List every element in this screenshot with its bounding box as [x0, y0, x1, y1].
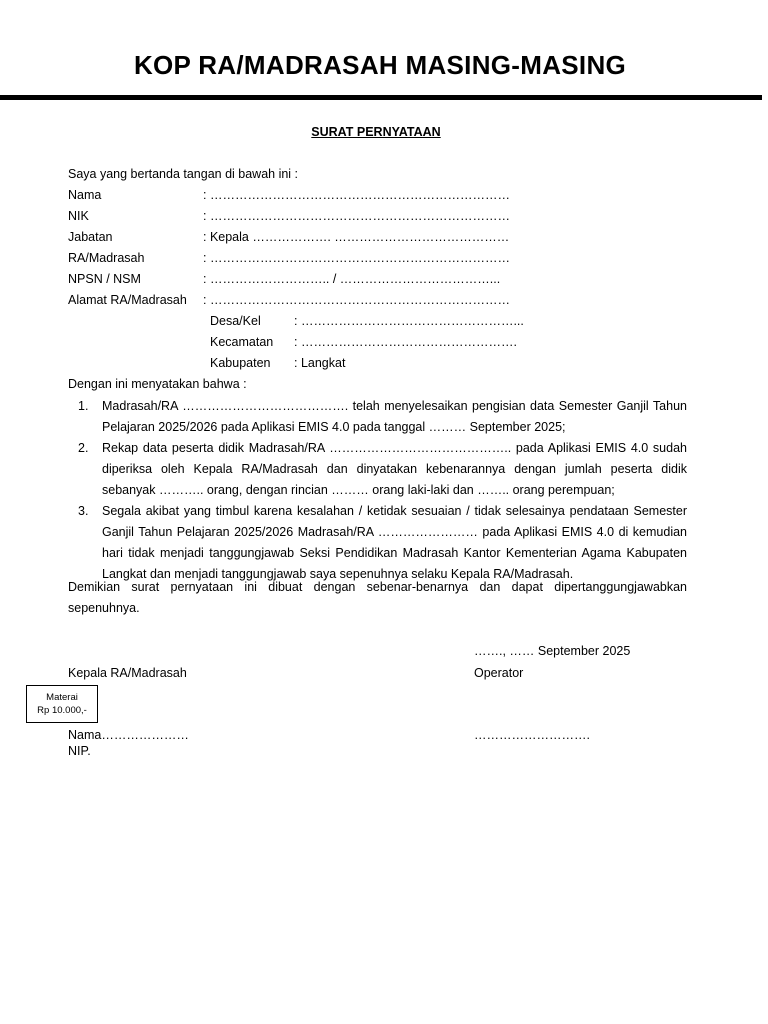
field-label: Jabatan [68, 230, 113, 244]
letterhead-rule [0, 95, 762, 100]
place-date: ……., …… September 2025 [474, 644, 631, 658]
letterhead-title: KOP RA/MADRASAH MASING-MASING [133, 50, 627, 80]
intro-text: Saya yang bertanda tangan di bawah ini : [68, 167, 299, 181]
address-label: Kabupaten [210, 356, 271, 370]
field-label: Nama [68, 188, 102, 202]
statement-item [68, 438, 687, 501]
document-title: SURAT PERNYATAAN [311, 125, 441, 139]
field-row-alamat [68, 293, 708, 313]
statement-intro: Dengan ini menyatakan bahwa : [68, 377, 247, 391]
field-label: RA/Madrasah [68, 251, 145, 265]
statement-item [68, 501, 687, 585]
address-value: : ……………………………………………. [294, 335, 517, 349]
field-row-nama [68, 188, 708, 208]
signatory-right-role: Operator [474, 666, 524, 680]
field-label: NIK [68, 209, 89, 223]
statement-text: Rekap data peserta didik Madrasah/RA …………………………………….. pada Aplikasi EMIS 4.0 sudah diperiksa oleh Kepala RA/Madrasah dan dinyatakan kebenarannya dengan jumlah peserta didik sebanyak ……….. orang, dengan rincian ……… orang laki-laki dan …….. orang perempuan; [102, 441, 687, 497]
materai-amount: Rp 10.000,- [37, 705, 87, 716]
statement-list [68, 396, 687, 585]
field-value: : ……………………………………………………………… [203, 293, 510, 307]
field-row-jabatan [68, 230, 708, 250]
statement-text: Madrasah/RA …………………………………. telah menyelesaikan pengisian data Semester Ganjil Tahun Pelajaran 2025/2026 pada Aplikasi EMIS 4.0 pada tanggal ……… September 2025; [102, 399, 687, 434]
materai-stamp-box [26, 685, 98, 723]
signatory-left-role: Kepala RA/Madrasah [68, 666, 187, 680]
field-value: : ……………………………………………………………… [203, 251, 510, 265]
signatory-right-name: ………………………. [474, 728, 590, 742]
materai-label: Materai [46, 692, 78, 703]
statement-number: 1. [78, 399, 89, 413]
statement-item [68, 396, 687, 438]
address-value: : ……………………………………………... [294, 314, 524, 328]
signatory-left-name: Nama………………… [68, 728, 189, 742]
field-value: : Kepala ………………. …………………………………… [203, 230, 510, 244]
field-value: : ……………………………………………………………… [203, 209, 510, 223]
field-row-nik [68, 209, 708, 229]
address-value: : Langkat [294, 356, 346, 370]
statement-number: 2. [78, 441, 89, 455]
field-label: Alamat RA/Madrasah [68, 293, 187, 307]
statement-text: Segala akibat yang timbul karena kesalahan / ketidak sesuaian / tidak selesainya pendataan Semester Ganjil Tahun Pelajaran 2025/2026 Madrasah/RA …………………… pada Aplikasi EMIS 4.0 di kemudian hari tidak menjadi tanggungjawab Seksi Pendidikan Madrasah Kantor Kementerian Agama Kabupaten Langkat dan menjadi tanggungjawab saya sepenuhnya selaku Kepala RA/Madrasah. [102, 504, 687, 581]
field-value: : ……………………………………………………………… [203, 188, 510, 202]
field-value: : ……………………….. / ………………………………... [203, 272, 501, 286]
statement-number: 3. [78, 504, 89, 518]
address-label: Desa/Kel [210, 314, 261, 328]
address-label: Kecamatan [210, 335, 274, 349]
field-row-npsn [68, 272, 708, 292]
closing-text: Demikian surat pernyataan ini dibuat dengan sebenar-benarnya dan dapat dipertanggungjawabkan sepenuhnya. [68, 580, 687, 615]
signatory-left-nip: NIP. [68, 744, 91, 758]
field-label: NPSN / NSM [68, 272, 141, 286]
field-row-madrasah [68, 251, 708, 271]
